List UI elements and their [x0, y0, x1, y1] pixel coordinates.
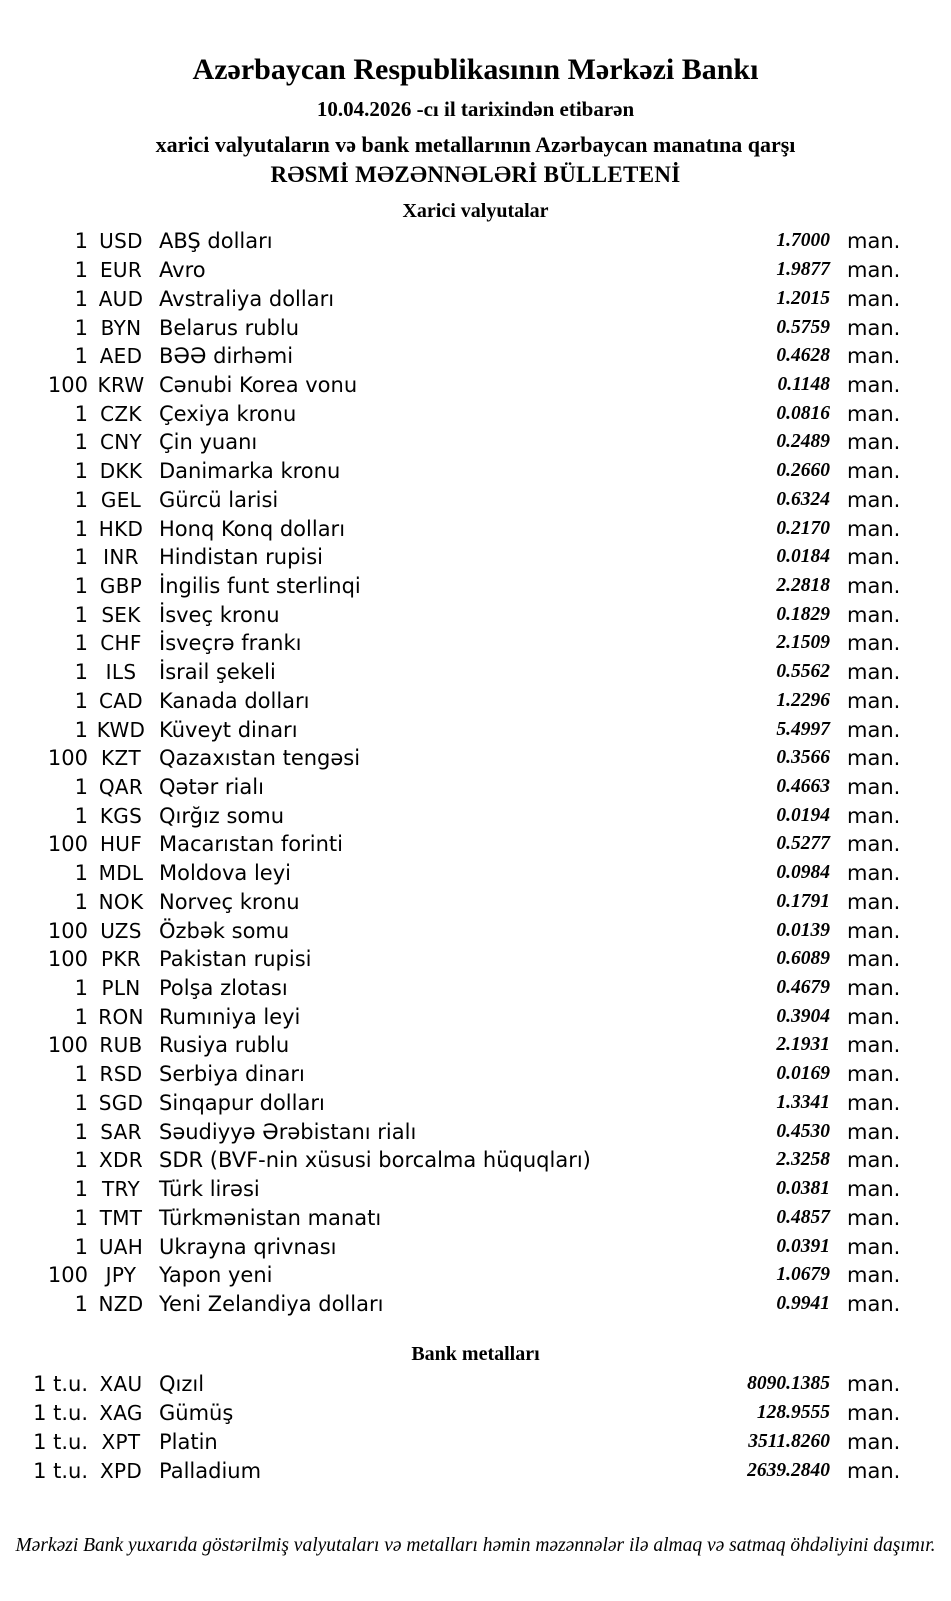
unit-label: man.	[847, 372, 901, 397]
unit-label: man.	[847, 688, 901, 713]
rate-value: 0.0139	[776, 919, 830, 941]
currency-row	[0, 974, 951, 1003]
currency-name: ABŞ dolları	[159, 229, 273, 254]
metal-row	[0, 1456, 951, 1485]
unit-label: man.	[847, 258, 901, 283]
unit-label: man.	[847, 889, 901, 914]
page-title: Azərbaycan Respublikasının Mərkəzi Bankı	[192, 53, 759, 86]
unit-label: man.	[847, 1090, 901, 1115]
currency-row	[0, 658, 951, 687]
currency-row	[0, 744, 951, 773]
unit-label: man.	[847, 602, 901, 627]
rate-value: 0.0381	[776, 1178, 830, 1200]
currency-row	[0, 773, 951, 802]
currency-name: Moldova leyi	[159, 861, 291, 886]
currency-row	[0, 227, 951, 256]
currency-row	[0, 342, 951, 371]
rate-value: 0.4663	[776, 776, 830, 798]
currency-name: SDR (BVF-nin xüsusi borcalma hüquqları)	[159, 1148, 591, 1173]
row-quantity: 1	[74, 602, 88, 627]
rate-value: 0.2489	[776, 431, 830, 453]
rate-value: 0.2170	[776, 517, 830, 539]
rate-value: 8090.1385	[747, 1373, 830, 1395]
row-quantity: 1	[74, 459, 88, 484]
currency-name: İsveç kronu	[159, 602, 280, 627]
row-quantity: 1	[74, 315, 88, 340]
currency-name: Macarıstan forinti	[159, 832, 343, 857]
row-quantity: 1	[74, 631, 88, 656]
row-quantity: 1	[74, 401, 88, 426]
unit-label: man.	[847, 775, 901, 800]
row-quantity: 1	[74, 1090, 88, 1115]
rate-value: 1.3341	[776, 1091, 830, 1113]
currency-name: Palladium	[159, 1458, 262, 1483]
row-quantity: 100	[47, 372, 88, 397]
effective-date: 10.04.2026 -cı il tarixindən etibarən	[316, 97, 635, 121]
currency-code: AED	[99, 344, 143, 369]
currency-row	[0, 629, 951, 658]
currency-row	[0, 1002, 951, 1031]
unit-label: man.	[847, 487, 901, 512]
currency-code: CZK	[100, 401, 142, 426]
row-quantity: 1	[74, 545, 88, 570]
row-quantity: 1	[74, 717, 88, 742]
rate-value: 0.1829	[776, 603, 830, 625]
rate-value: 0.3904	[776, 1005, 830, 1027]
currency-row	[0, 485, 951, 514]
currency-name: Pakistan rupisi	[159, 947, 312, 972]
currency-row	[0, 514, 951, 543]
metal-row	[0, 1427, 951, 1456]
currency-row	[0, 945, 951, 974]
currency-row	[0, 600, 951, 629]
rate-value: 0.5562	[776, 661, 830, 683]
row-quantity: 1	[74, 1119, 88, 1144]
currency-name: Norveç kronu	[159, 889, 300, 914]
currency-name: Türkmənistan manatı	[159, 1205, 382, 1230]
unit-label: man.	[847, 573, 901, 598]
unit-label: man.	[847, 660, 901, 685]
currency-name: Rusiya rublu	[159, 1033, 290, 1058]
row-quantity: 100	[47, 1263, 88, 1288]
rate-value: 0.4857	[776, 1206, 830, 1228]
currency-code: TMT	[99, 1205, 143, 1230]
row-quantity: 1	[74, 286, 88, 311]
row-quantity: 1 t.u.	[33, 1429, 88, 1454]
currency-code: CNY	[99, 430, 143, 455]
row-quantity: 100	[47, 832, 88, 857]
currency-code: SGD	[98, 1090, 144, 1115]
currency-name: Polşa zlotası	[159, 976, 288, 1001]
rate-value: 0.0194	[776, 804, 830, 826]
rate-value: 1.2015	[776, 287, 830, 309]
unit-label: man.	[847, 1234, 901, 1259]
currency-name: Kanada dolları	[159, 688, 310, 713]
currency-row	[0, 1203, 951, 1232]
row-quantity: 1	[74, 803, 88, 828]
currency-row	[0, 859, 951, 888]
currency-name: Qazaxıstan tengəsi	[159, 746, 361, 771]
currency-name: Yapon yeni	[159, 1263, 273, 1288]
currency-code: RON	[98, 1004, 144, 1029]
currency-name: Hindistan rupisi	[159, 545, 324, 570]
rate-value: 0.9941	[776, 1292, 830, 1314]
currency-row	[0, 888, 951, 917]
currency-row	[0, 916, 951, 945]
unit-label: man.	[847, 746, 901, 771]
currency-name: İsveçrə frankı	[159, 631, 302, 656]
rate-value: 3511.8260	[748, 1430, 830, 1452]
currency-row	[0, 572, 951, 601]
currency-name: Qətər rialı	[159, 775, 264, 800]
currency-row	[0, 830, 951, 859]
currency-name: Qırğız somu	[159, 803, 285, 828]
rate-value: 0.4679	[776, 977, 830, 999]
currency-code: INR	[103, 545, 139, 570]
currency-row	[0, 1089, 951, 1118]
currency-code: XPT	[101, 1429, 141, 1454]
section-title-metals: Bank metalları	[411, 1343, 540, 1365]
unit-label: man.	[847, 516, 901, 541]
currency-code: UAH	[98, 1234, 144, 1259]
currency-code: MDL	[98, 861, 144, 886]
rate-value: 2.3258	[776, 1149, 830, 1171]
metal-rate-table	[0, 1370, 951, 1485]
unit-label: man.	[847, 1062, 901, 1087]
currency-name: Avro	[159, 258, 206, 283]
currency-code: GEL	[100, 487, 142, 512]
rate-value: 0.4628	[776, 345, 830, 367]
currency-code: NZD	[98, 1291, 144, 1316]
rate-value: 0.0984	[776, 862, 830, 884]
unit-label: man.	[847, 1401, 901, 1426]
currency-code: DKK	[99, 459, 143, 484]
currency-code: SEK	[101, 602, 141, 627]
currency-row	[0, 1146, 951, 1175]
unit-label: man.	[847, 1263, 901, 1288]
row-quantity: 1	[74, 573, 88, 598]
currency-name: Sinqapur dolları	[159, 1090, 325, 1115]
row-quantity: 1	[74, 1205, 88, 1230]
currency-code: KGS	[99, 803, 143, 828]
currency-row	[0, 801, 951, 830]
currency-name: Türk lirəsi	[159, 1177, 260, 1202]
currency-row	[0, 457, 951, 486]
rate-value: 0.2660	[776, 460, 830, 482]
currency-name: Rumıniya leyi	[159, 1004, 301, 1029]
unit-label: man.	[847, 1205, 901, 1230]
row-quantity: 1	[74, 688, 88, 713]
currency-name: Çin yuanı	[159, 430, 258, 455]
unit-label: man.	[847, 976, 901, 1001]
rate-value: 0.1791	[776, 890, 830, 912]
currency-row	[0, 428, 951, 457]
unit-label: man.	[847, 1372, 901, 1397]
currency-code: XPD	[99, 1458, 143, 1483]
rate-value: 0.4530	[776, 1120, 830, 1142]
currency-name: Cənubi Korea vonu	[159, 372, 358, 397]
currency-row	[0, 313, 951, 342]
rate-value: 0.6324	[776, 488, 830, 510]
row-quantity: 1	[74, 229, 88, 254]
currency-code: QAR	[98, 775, 144, 800]
currency-name: Belarus rublu	[159, 315, 300, 340]
unit-label: man.	[847, 631, 901, 656]
rate-value: 5.4997	[776, 718, 830, 740]
currency-name: Avstraliya dolları	[159, 286, 335, 311]
row-quantity: 100	[47, 1033, 88, 1058]
rate-value: 2.1509	[776, 632, 830, 654]
row-quantity: 1	[74, 660, 88, 685]
metal-row	[0, 1370, 951, 1399]
currency-row	[0, 284, 951, 313]
currency-name: Özbək somu	[159, 918, 290, 943]
bulletin-subtitle: xarici valyutaların və bank metallarının Azərbaycan manatına qarşı	[155, 132, 796, 157]
unit-label: man.	[847, 229, 901, 254]
currency-row	[0, 371, 951, 400]
row-quantity: 1	[74, 976, 88, 1001]
unit-label: man.	[847, 832, 901, 857]
currency-row	[0, 687, 951, 716]
currency-code: CHF	[100, 631, 142, 656]
rate-value: 128.9555	[756, 1402, 830, 1424]
currency-code: KRW	[97, 372, 145, 397]
currency-row	[0, 1290, 951, 1319]
rate-value: 2639.2840	[747, 1459, 830, 1481]
rate-value: 0.1148	[777, 373, 830, 395]
currency-code: XAU	[99, 1372, 143, 1397]
unit-label: man.	[847, 1004, 901, 1029]
row-quantity: 1	[74, 344, 88, 369]
row-quantity: 1 t.u.	[33, 1458, 88, 1483]
unit-label: man.	[847, 344, 901, 369]
row-quantity: 1	[74, 1062, 88, 1087]
currency-code: KWD	[96, 717, 146, 742]
row-quantity: 1	[74, 1291, 88, 1316]
currency-code: RSD	[99, 1062, 143, 1087]
currency-row	[0, 1232, 951, 1261]
currency-name: Serbiya dinarı	[159, 1062, 305, 1087]
rate-value: 0.3566	[776, 747, 830, 769]
currency-name: Danimarka kronu	[159, 459, 341, 484]
row-quantity: 1	[74, 1177, 88, 1202]
row-quantity: 1	[74, 430, 88, 455]
rate-value: 0.0391	[776, 1235, 830, 1257]
currency-name: İngilis funt sterlinqi	[159, 573, 361, 598]
unit-label: man.	[847, 286, 901, 311]
currency-name: Yeni Zelandiya dolları	[159, 1291, 384, 1316]
unit-label: man.	[847, 1148, 901, 1173]
currency-code: KZT	[101, 746, 141, 771]
currency-name: Çexiya kronu	[159, 401, 297, 426]
row-quantity: 1	[74, 775, 88, 800]
currency-rate-table	[0, 227, 951, 1318]
row-quantity: 1	[74, 1234, 88, 1259]
rate-value: 0.0816	[776, 402, 830, 424]
rate-value: 2.1931	[776, 1034, 830, 1056]
metal-row	[0, 1399, 951, 1428]
currency-code: XDR	[99, 1148, 143, 1173]
currency-code: TRY	[102, 1177, 140, 1202]
currency-code: ILS	[105, 660, 137, 685]
currency-code: XAG	[99, 1401, 143, 1426]
disclaimer-text: Mərkəzi Bank yuxarıda göstərilmiş valyutaları və metalları həmin məzənnələr ilə almaq və satmaq öhdəliyini daşımır.	[15, 1535, 936, 1556]
unit-label: man.	[847, 1429, 901, 1454]
currency-row	[0, 1175, 951, 1204]
currency-row	[0, 1117, 951, 1146]
currency-row	[0, 1031, 951, 1060]
currency-code: BYN	[100, 315, 142, 340]
rate-value: 0.0169	[776, 1063, 830, 1085]
rate-value: 0.5759	[776, 316, 830, 338]
rate-value: 0.6089	[776, 948, 830, 970]
row-quantity: 1 t.u.	[33, 1401, 88, 1426]
currency-name: Gürcü larisi	[159, 487, 279, 512]
rate-value: 1.9877	[776, 259, 830, 281]
rate-value: 1.0679	[776, 1264, 830, 1286]
currency-code: HKD	[98, 516, 144, 541]
currency-code: JPY	[105, 1263, 137, 1288]
currency-name: Qızıl	[159, 1372, 205, 1397]
unit-label: man.	[847, 1458, 901, 1483]
unit-label: man.	[847, 545, 901, 570]
row-quantity: 100	[47, 947, 88, 972]
unit-label: man.	[847, 459, 901, 484]
currency-name: Gümüş	[159, 1401, 234, 1426]
unit-label: man.	[847, 401, 901, 426]
row-quantity: 1	[74, 861, 88, 886]
row-quantity: 1	[74, 516, 88, 541]
currency-code: EUR	[99, 258, 143, 283]
currency-row	[0, 399, 951, 428]
row-quantity: 1	[74, 1004, 88, 1029]
currency-row	[0, 715, 951, 744]
currency-row	[0, 1060, 951, 1089]
row-quantity: 1	[74, 889, 88, 914]
unit-label: man.	[847, 1291, 901, 1316]
currency-name: Səudiyyə Ərəbistanı rialı	[159, 1119, 417, 1144]
currency-name: BƏƏ dirhəmi	[159, 344, 294, 369]
currency-code: AUD	[98, 286, 144, 311]
section-title-currencies: Xarici valyutalar	[402, 200, 549, 222]
unit-label: man.	[847, 1177, 901, 1202]
row-quantity: 100	[47, 746, 88, 771]
unit-label: man.	[847, 803, 901, 828]
unit-label: man.	[847, 947, 901, 972]
rate-value: 0.5277	[776, 833, 830, 855]
currency-row	[0, 256, 951, 285]
row-quantity: 1 t.u.	[33, 1372, 88, 1397]
currency-name: Ukrayna qrivnası	[159, 1234, 337, 1259]
currency-code: CAD	[99, 688, 143, 713]
currency-code: UZS	[100, 918, 142, 943]
rate-value: 1.7000	[776, 230, 830, 252]
rate-value: 2.2818	[776, 574, 830, 596]
currency-code: NOK	[98, 889, 144, 914]
currency-code: RUB	[99, 1033, 143, 1058]
currency-row	[0, 1261, 951, 1290]
unit-label: man.	[847, 861, 901, 886]
currency-code: PKR	[101, 947, 141, 972]
currency-code: PLN	[101, 976, 141, 1001]
row-quantity: 100	[47, 918, 88, 943]
rate-value: 1.2296	[776, 689, 830, 711]
row-quantity: 1	[74, 258, 88, 283]
currency-code: GBP	[99, 573, 143, 598]
unit-label: man.	[847, 717, 901, 742]
currency-name: Platin	[159, 1429, 218, 1454]
rate-value: 0.0184	[776, 546, 830, 568]
currency-code: USD	[99, 229, 143, 254]
currency-name: Honq Konq dolları	[159, 516, 346, 541]
bulletin-title: RƏSMİ MƏZƏNNƏLƏRİ BÜLLETENİ	[270, 162, 681, 187]
unit-label: man.	[847, 918, 901, 943]
currency-name: İsrail şekeli	[159, 660, 276, 685]
unit-label: man.	[847, 1033, 901, 1058]
unit-label: man.	[847, 1119, 901, 1144]
currency-code: HUF	[99, 832, 143, 857]
row-quantity: 1	[74, 487, 88, 512]
currency-name: Küveyt dinarı	[159, 717, 298, 742]
currency-row	[0, 543, 951, 572]
unit-label: man.	[847, 430, 901, 455]
row-quantity: 1	[74, 1148, 88, 1173]
unit-label: man.	[847, 315, 901, 340]
currency-code: SAR	[100, 1119, 142, 1144]
